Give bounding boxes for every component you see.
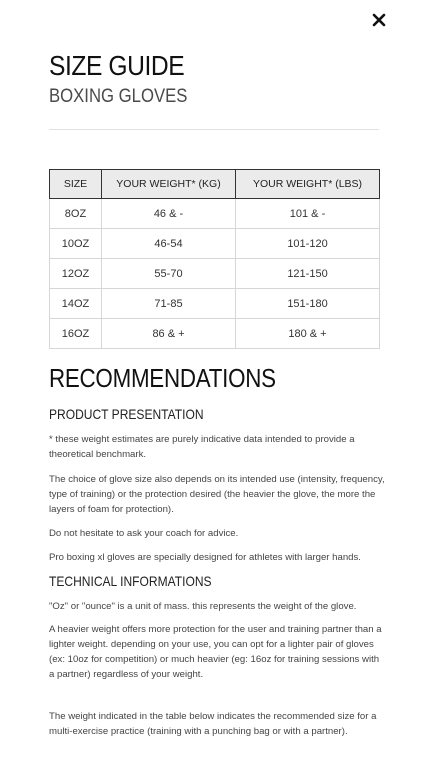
table-row bbox=[50, 199, 380, 229]
table-row bbox=[50, 319, 380, 349]
technical-text-1: "Oz" or "ounce" is a unit of mass. this represents the weight of the glove. bbox=[49, 601, 357, 612]
product-presentation-text-2: The choice of glove size also depends on its intended use (intensity, frequency, type of training) or the protection desired (the heavier the glove, the more the layers of foam for protection). bbox=[49, 474, 385, 515]
page-subtitle: BOXING GLOVES bbox=[49, 86, 188, 107]
table-row bbox=[50, 259, 380, 289]
close-button[interactable] bbox=[369, 10, 389, 30]
cell-size: 10OZ bbox=[50, 229, 102, 259]
divider bbox=[49, 129, 379, 130]
table-header-row bbox=[50, 170, 380, 199]
cell-weight-lbs: 101 & - bbox=[236, 199, 380, 229]
cell-size: 12OZ bbox=[50, 259, 102, 289]
technical-text-2: A heavier weight offers more protection for the user and training partner than a lighter weight. depending on your use, you can opt for a lighter pair of gloves (ex: 10oz for competition) or much heavier (eg: 16oz for training sessions with a partner) regardless of your weight. bbox=[49, 624, 382, 680]
cell-size: 14OZ bbox=[50, 289, 102, 319]
column-header-size: SIZE bbox=[50, 170, 102, 199]
size-table bbox=[49, 169, 380, 349]
cell-weight-kg: 46-54 bbox=[102, 229, 236, 259]
table-row bbox=[50, 229, 380, 259]
cell-weight-kg: 86 & + bbox=[102, 319, 236, 349]
cell-size: 16OZ bbox=[50, 319, 102, 349]
cell-weight-kg: 55-70 bbox=[102, 259, 236, 289]
table-row bbox=[50, 289, 380, 319]
cell-weight-lbs: 151-180 bbox=[236, 289, 380, 319]
cell-weight-lbs: 121-150 bbox=[236, 259, 380, 289]
technical-text-3: The weight indicated in the table below indicates the recommended size for a multi-exercise practice (training with a punching bag or with a partner). bbox=[49, 711, 377, 737]
cell-weight-kg: 71-85 bbox=[102, 289, 236, 319]
column-header-weight-lbs: YOUR WEIGHT* (LBS) bbox=[236, 170, 380, 199]
cell-weight-lbs: 180 & + bbox=[236, 319, 380, 349]
close-icon bbox=[369, 10, 389, 30]
technical-informations-heading: TECHNICAL INFORMATIONS bbox=[49, 573, 212, 589]
product-presentation-text-3: Do not hesitate to ask your coach for advice. bbox=[49, 528, 239, 539]
page-title: SIZE GUIDE bbox=[49, 50, 185, 81]
cell-weight-lbs: 101-120 bbox=[236, 229, 380, 259]
recommendations-heading: RECOMMENDATIONS bbox=[49, 363, 276, 393]
product-presentation-text-4: Pro boxing xl gloves are specially designed for athletes with larger hands. bbox=[49, 552, 361, 563]
column-header-weight-kg: YOUR WEIGHT* (KG) bbox=[102, 170, 236, 199]
product-presentation-heading: PRODUCT PRESENTATION bbox=[49, 406, 204, 422]
product-presentation-text-1: * these weight estimates are purely indicative data intended to provide a theoretical benchmark. bbox=[49, 434, 355, 460]
cell-size: 8OZ bbox=[50, 199, 102, 229]
cell-weight-kg: 46 & - bbox=[102, 199, 236, 229]
